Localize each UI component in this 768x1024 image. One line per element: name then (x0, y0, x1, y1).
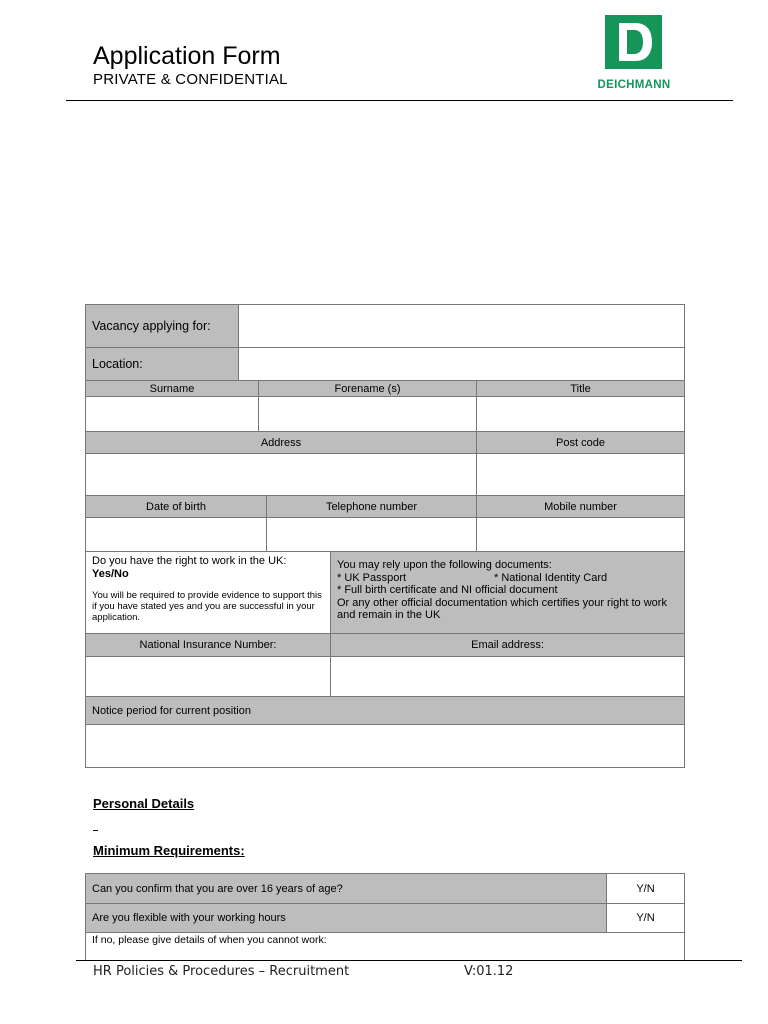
logo-wordmark: DEICHMANN (597, 79, 671, 91)
minimum-requirements-heading: Minimum Requirements: (93, 843, 245, 858)
evidence-note: You will be required to provide evidence to support this if you have stated yes and you are successful in your application. (92, 590, 322, 623)
title-header: Title (477, 381, 685, 397)
page-subtitle: PRIVATE & CONFIDENTIAL (93, 71, 288, 88)
application-form-table (85, 304, 685, 768)
ni-number-header: National Insurance Number: (86, 634, 331, 657)
surname-header: Surname (86, 381, 259, 397)
yes-no-answer[interactable]: Yes/No (92, 568, 129, 580)
personal-details-heading: Personal Details (93, 796, 195, 811)
doc-id-card: * National Identity Card (494, 571, 608, 584)
location-label: Location: (86, 348, 239, 381)
vacancy-label: Vacancy applying for: (86, 305, 239, 348)
email-input[interactable] (331, 657, 685, 697)
footer-divider (76, 960, 742, 961)
header-divider (66, 100, 733, 101)
page-title: Application Form (93, 42, 281, 70)
location-input[interactable] (239, 348, 685, 381)
footer-version: V:01.12 (464, 964, 514, 979)
address-header: Address (86, 432, 477, 454)
documents-intro: You may rely upon the following documents: (337, 559, 552, 571)
doc-passport: * UK Passport (337, 571, 407, 584)
email-header: Email address: (331, 634, 685, 657)
postcode-header: Post code (477, 432, 685, 454)
deichmann-logo (586, 15, 682, 95)
flexible-hours-answer[interactable]: Y/N (607, 904, 685, 933)
telephone-header: Telephone number (267, 496, 477, 518)
logo-mark (605, 15, 662, 69)
right-to-work-cell (86, 552, 331, 634)
mobile-input[interactable] (477, 518, 685, 552)
footer-policy: HR Policies & Procedures – Recruitment (93, 964, 350, 979)
mobile-header: Mobile number (477, 496, 685, 518)
vacancy-input[interactable] (239, 305, 685, 348)
right-to-work-question: Do you have the right to work in the UK: (92, 555, 287, 567)
forename-header: Forename (s) (259, 381, 477, 397)
flexible-hours-question: Are you flexible with your working hours (86, 904, 607, 933)
notice-period-input[interactable] (86, 725, 685, 768)
ni-number-input[interactable] (86, 657, 331, 697)
documents-cell (331, 552, 685, 634)
title-input[interactable] (477, 397, 685, 432)
dob-header: Date of birth (86, 496, 267, 518)
address-input[interactable] (86, 454, 477, 496)
doc-birth-cert: * Full birth certificate and NI official document (337, 584, 558, 596)
cannot-work-details[interactable]: If no, please give details of when you cannot work: (86, 933, 685, 961)
underline-mark (93, 830, 98, 831)
doc-other: Or any other official documentation which certifies your right to work and remain in the UK (337, 596, 667, 621)
logo-d-icon (605, 15, 662, 69)
requirements-table (85, 873, 685, 961)
surname-input[interactable] (86, 397, 259, 432)
postcode-input[interactable] (477, 454, 685, 496)
telephone-input[interactable] (267, 518, 477, 552)
forename-input[interactable] (259, 397, 477, 432)
notice-period-header: Notice period for current position (86, 697, 685, 725)
age-answer[interactable]: Y/N (607, 874, 685, 904)
dob-input[interactable] (86, 518, 267, 552)
age-question: Can you confirm that you are over 16 years of age? (86, 874, 607, 904)
